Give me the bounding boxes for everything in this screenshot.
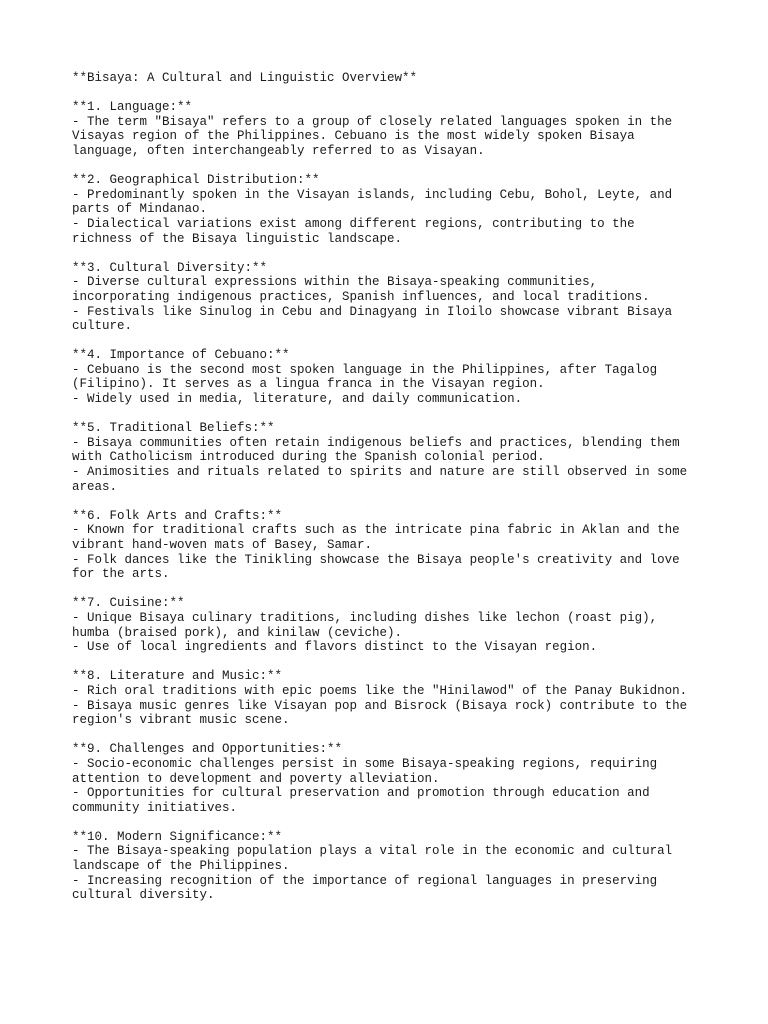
document-section bbox=[72, 348, 712, 406]
section-heading: **4. Importance of Cebuano:** bbox=[72, 348, 290, 363]
document-section bbox=[72, 173, 712, 246]
section-heading: **3. Cultural Diversity:** bbox=[72, 260, 268, 275]
section-text-line: - Socio-economic challenges persist in some Bisaya-speaking regions, requiring bbox=[72, 756, 658, 771]
document-section bbox=[72, 742, 712, 815]
section-text-line: richness of the Bisaya linguistic landscape. bbox=[72, 231, 403, 246]
section-text-line: - Folk dances like the Tinikling showcase the Bisaya people's creativity and love bbox=[72, 552, 680, 567]
document-section bbox=[72, 421, 712, 494]
section-text-line: - Festivals like Sinulog in Cebu and Dinagyang in Iloilo showcase vibrant Bisaya bbox=[72, 304, 673, 319]
document-page bbox=[72, 71, 712, 917]
document-section bbox=[72, 100, 712, 158]
section-text-line: - Diverse cultural expressions within the Bisaya-speaking communities, bbox=[72, 275, 598, 290]
section-text-line: Visayas region of the Philippines. Cebuano is the most widely spoken Bisaya bbox=[72, 129, 635, 144]
document-sections bbox=[72, 100, 712, 903]
section-heading: **8. Literature and Music:** bbox=[72, 669, 283, 684]
section-text-line: incorporating indigenous practices, Spanish influences, and local traditions. bbox=[72, 289, 650, 304]
section-text-line: cultural diversity. bbox=[72, 888, 215, 903]
section-text-line: - Cebuano is the second most spoken language in the Philippines, after Tagalog bbox=[72, 362, 658, 377]
document-section bbox=[72, 261, 712, 334]
section-text-line: - Animosities and rituals related to spirits and nature are still observed in some bbox=[72, 465, 688, 480]
section-text-line: - Predominantly spoken in the Visayan islands, including Cebu, Bohol, Leyte, and bbox=[72, 187, 673, 202]
section-text-line: culture. bbox=[72, 319, 133, 334]
section-text-line: - Opportunities for cultural preservation and promotion through education and bbox=[72, 786, 650, 801]
section-text-line: with Catholicism introduced during the Spanish colonial period. bbox=[72, 450, 545, 465]
section-text-line: - The Bisaya-speaking population plays a vital role in the economic and cultural bbox=[72, 844, 673, 859]
section-heading: **7. Cuisine:** bbox=[72, 596, 185, 611]
section-text-line: for the arts. bbox=[72, 567, 170, 582]
section-text-line: region's vibrant music scene. bbox=[72, 713, 290, 728]
section-text-line: - Rich oral traditions with epic poems like the "Hinilawod" of the Panay Bukidnon. bbox=[72, 683, 688, 698]
section-text-line: attention to development and poverty alleviation. bbox=[72, 771, 440, 786]
section-heading: **1. Language:** bbox=[72, 100, 193, 115]
section-text-line: language, often interchangeably referred to as Visayan. bbox=[72, 143, 485, 158]
section-heading: **9. Challenges and Opportunities:** bbox=[72, 742, 343, 757]
document-section bbox=[72, 509, 712, 582]
section-text-line: - Dialectical variations exist among different regions, contributing to the bbox=[72, 216, 635, 231]
document-section bbox=[72, 830, 712, 903]
section-text-line: - Widely used in media, literature, and daily communication. bbox=[72, 392, 523, 407]
section-text-line: - Unique Bisaya culinary traditions, including dishes like lechon (roast pig), bbox=[72, 610, 658, 625]
section-text-line: areas. bbox=[72, 479, 118, 494]
section-text-line: - Known for traditional crafts such as the intricate pina fabric in Aklan and the bbox=[72, 523, 680, 538]
section-text-line: (Filipino). It serves as a lingua franca in the Visayan region. bbox=[72, 377, 545, 392]
section-heading: **2. Geographical Distribution:** bbox=[72, 173, 320, 188]
section-text-line: - Increasing recognition of the importance of regional languages in preserving bbox=[72, 873, 658, 888]
document-section bbox=[72, 669, 712, 727]
section-text-line: - Use of local ingredients and flavors distinct to the Visayan region. bbox=[72, 640, 598, 655]
section-text-line: - The term "Bisaya" refers to a group of closely related languages spoken in the bbox=[72, 114, 673, 129]
section-text-line: humba (braised pork), and kinilaw (ceviche). bbox=[72, 625, 403, 640]
section-heading: **6. Folk Arts and Crafts:** bbox=[72, 508, 283, 523]
section-text-line: landscape of the Philippines. bbox=[72, 859, 290, 874]
section-text-line: - Bisaya music genres like Visayan pop and Bisrock (Bisaya rock) contribute to the bbox=[72, 698, 688, 713]
section-text-line: - Bisaya communities often retain indigenous beliefs and practices, blending them bbox=[72, 435, 680, 450]
document-section bbox=[72, 596, 712, 654]
section-heading: **5. Traditional Beliefs:** bbox=[72, 421, 275, 436]
section-text-line: community initiatives. bbox=[72, 800, 238, 815]
section-text-line: parts of Mindanao. bbox=[72, 202, 208, 217]
document-title: **Bisaya: A Cultural and Linguistic Overview** bbox=[72, 71, 418, 85]
section-heading: **10. Modern Significance:** bbox=[72, 829, 283, 844]
section-text-line: vibrant hand-woven mats of Basey, Samar. bbox=[72, 538, 373, 552]
